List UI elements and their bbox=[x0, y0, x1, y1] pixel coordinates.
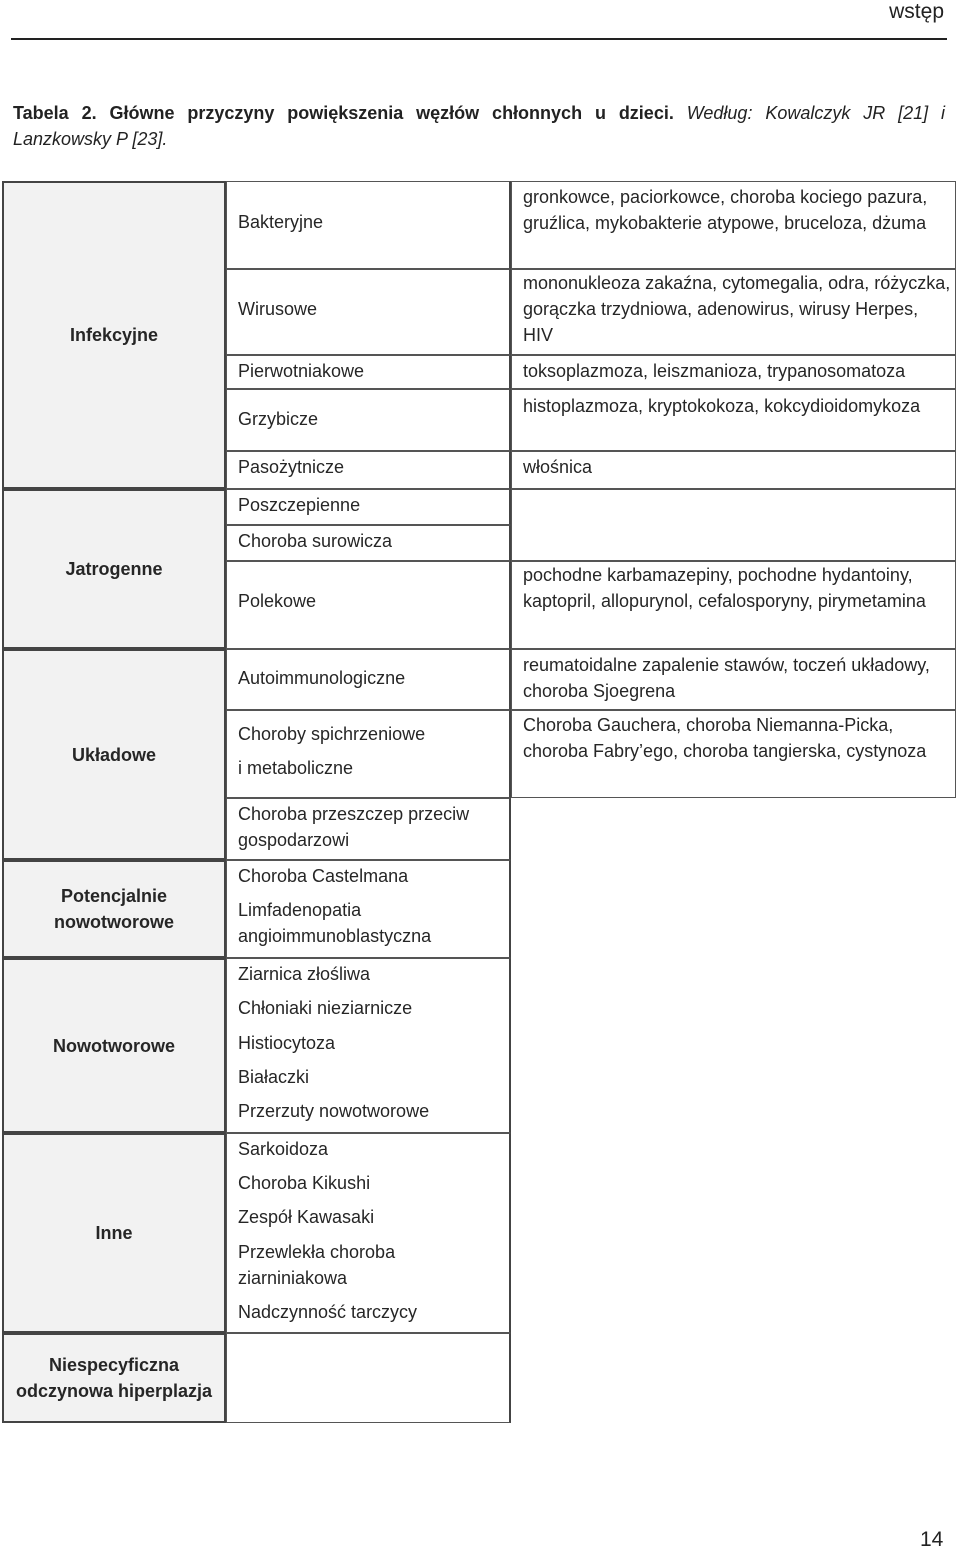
category-cell bbox=[2, 860, 226, 958]
subtype-label: Chłoniaki nieziarnicze bbox=[238, 998, 413, 1018]
example-cell bbox=[511, 269, 956, 355]
category-label: Potencjalnie nowotworowe bbox=[54, 886, 174, 932]
category-label: Infekcyjne bbox=[69, 325, 159, 345]
subtype-cell-empty bbox=[226, 1333, 511, 1423]
subtype-label: Pasożytnicze bbox=[238, 457, 345, 477]
subtype-label: Grzybicze bbox=[238, 409, 319, 429]
subtype-cell bbox=[226, 798, 511, 860]
category-cell bbox=[2, 1133, 226, 1333]
subtype-label: Przerzuty nowotworowe bbox=[238, 1101, 430, 1121]
category-label: Niespecyficzna odczynowa hiperplazja bbox=[15, 1355, 213, 1401]
subtype-label: Choroba Kikushi bbox=[238, 1173, 371, 1193]
example-text: Choroba Gauchera, choroba Niemanna-Picka, choroba Fabry’ego, choroba tangierska, cystynoza bbox=[523, 715, 927, 761]
category-cell bbox=[2, 181, 226, 489]
subtype-label: Sarkoidoza bbox=[238, 1139, 329, 1159]
subtype-label: Białaczki bbox=[238, 1067, 310, 1087]
page-number: 14 bbox=[920, 1528, 944, 1551]
subtype-cell bbox=[226, 1133, 511, 1333]
running-header: wstęp bbox=[889, 0, 944, 23]
category-label: Jatrogenne bbox=[65, 559, 163, 579]
subtype-cell bbox=[226, 181, 511, 269]
subtype-cell bbox=[226, 525, 511, 561]
example-text: pochodne karbamazepiny, pochodne hydantoiny, kaptopril, allopurynol, cefalosporyny, pirymetamina bbox=[523, 565, 926, 611]
category-cell bbox=[2, 489, 226, 649]
subtype-cell bbox=[226, 389, 511, 451]
example-cell bbox=[511, 710, 956, 798]
category-cell bbox=[2, 958, 226, 1133]
subtype-label: Histiocytoza bbox=[238, 1033, 336, 1053]
subtype-cell bbox=[226, 860, 511, 958]
example-cell bbox=[511, 389, 956, 451]
subtype-label: Limfadenopatia angioimmunoblastyczna bbox=[238, 900, 432, 946]
subtype-label: i metaboliczne bbox=[238, 758, 354, 778]
example-cell bbox=[511, 561, 956, 649]
subtype-label: Ziarnica złośliwa bbox=[238, 964, 371, 984]
subtype-cell bbox=[226, 489, 511, 525]
category-label: Inne bbox=[95, 1223, 133, 1243]
example-text: reumatoidalne zapalenie stawów, toczeń układowy, choroba Sjoegrena bbox=[523, 655, 930, 701]
subtype-label: Przewlekła choroba ziarniniakowa bbox=[238, 1242, 396, 1288]
subtype-label: Choroba surowicza bbox=[238, 531, 393, 551]
subtype-label: Polekowe bbox=[238, 591, 317, 611]
subtype-cell bbox=[226, 451, 511, 489]
example-cell bbox=[511, 649, 956, 710]
example-text: histoplazmoza, kryptokokoza, kokcydioidomykoza bbox=[523, 396, 921, 416]
example-text: włośnica bbox=[523, 457, 593, 477]
category-cell bbox=[2, 649, 226, 860]
subtype-cell bbox=[226, 355, 511, 389]
subtype-label: Zespół Kawasaki bbox=[238, 1207, 375, 1227]
example-text: toksoplazmoza, leiszmanioza, trypanosomatoza bbox=[523, 361, 906, 381]
example-text: mononukleoza zakaźna, cytomegalia, odra, różyczka, gorączka trzydniowa, adenowirus, wirusy Herpes, HIV bbox=[523, 273, 951, 345]
category-label: Układowe bbox=[71, 744, 157, 765]
subtype-label: Choroby spichrzeniowe bbox=[238, 724, 426, 744]
caption-source: Według: Kowalczyk JR [21] i Lanzkowsky P [23]. bbox=[13, 103, 945, 149]
subtype-cell bbox=[226, 269, 511, 355]
category-label: Nowotworowe bbox=[53, 1035, 175, 1056]
example-text: gronkowce, paciorkowce, choroba kociego pazura, gruźlica, mykobakterie atypowe, bruceloza, dżuma bbox=[523, 187, 928, 233]
table-caption bbox=[13, 100, 945, 152]
caption-label: Tabela 2. Główne przyczyny powiększenia węzłów chłonnych u dzieci. bbox=[13, 103, 674, 123]
subtype-label: Choroba przeszczep przeciw gospodarzowi bbox=[238, 804, 470, 850]
subtype-cell bbox=[226, 561, 511, 649]
subtype-label: Pierwotniakowe bbox=[238, 361, 365, 381]
example-cell-empty bbox=[511, 489, 956, 561]
example-cell bbox=[511, 355, 956, 389]
subtype-label: Autoimmunologiczne bbox=[238, 668, 406, 688]
subtype-label: Choroba Castelmana bbox=[238, 866, 409, 886]
subtype-cell bbox=[226, 649, 511, 710]
subtype-cell bbox=[226, 710, 511, 798]
subtype-label: Wirusowe bbox=[238, 299, 318, 319]
category-cell bbox=[2, 1333, 226, 1423]
subtype-label: Nadczynność tarczycy bbox=[238, 1302, 418, 1322]
subtype-label: Bakteryjne bbox=[238, 212, 324, 232]
subtype-cell bbox=[226, 958, 511, 1133]
example-cell bbox=[511, 181, 956, 269]
example-cell bbox=[511, 451, 956, 489]
subtype-label: Poszczepienne bbox=[238, 495, 361, 515]
header-rule bbox=[11, 38, 947, 40]
